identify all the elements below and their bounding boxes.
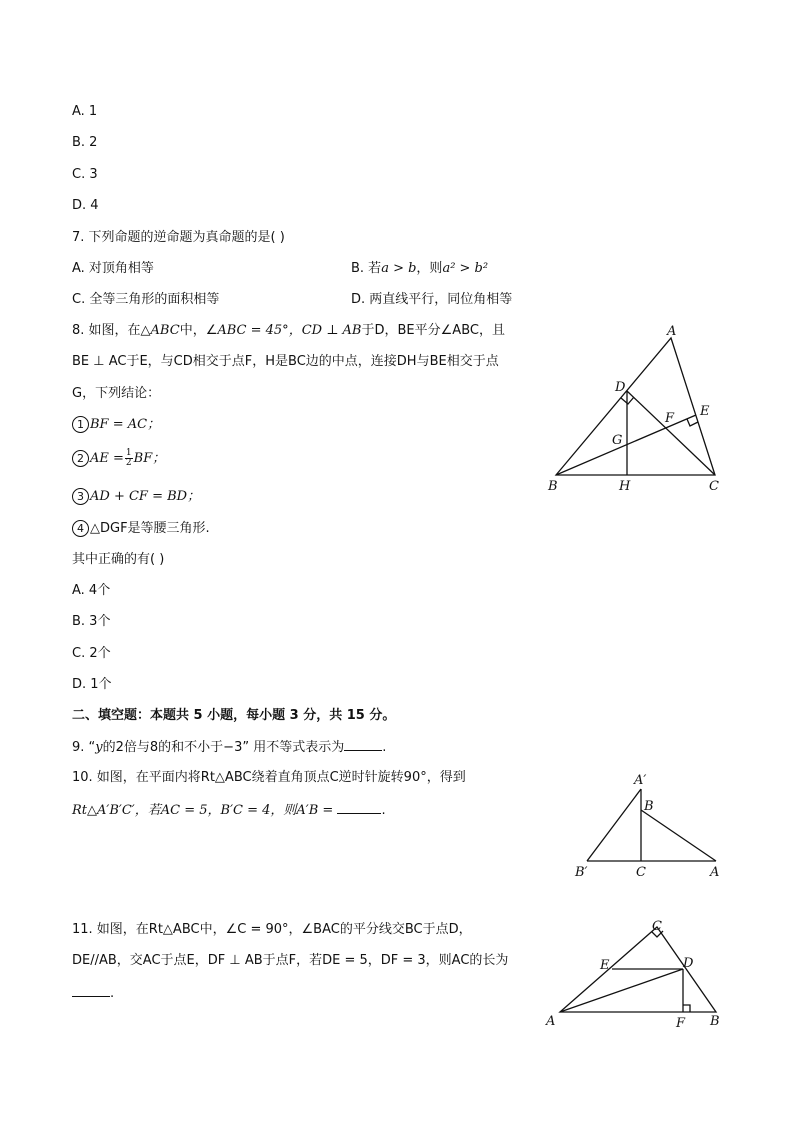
q8-label-f: F xyxy=(665,411,675,426)
q8-conclusion-4 xyxy=(72,520,210,538)
q11-label-c: C xyxy=(652,919,662,934)
q8-option-b: B. 3个 xyxy=(72,614,111,629)
q8-c1-text: BF = AC； xyxy=(90,417,161,432)
circle-num-1: 1 xyxy=(72,416,89,433)
q7-option-d: D. 两直线平行，同位角相等 xyxy=(351,292,513,307)
q10-label-b: B xyxy=(644,799,654,814)
q6-option-b: B. 2 xyxy=(72,135,98,150)
q8-option-d: D. 1个 xyxy=(72,677,112,692)
q8-ask: 其中正确的有( ) xyxy=(72,552,165,567)
q9-stem xyxy=(72,738,386,757)
q11-right-angle-f xyxy=(683,1005,690,1012)
q8-label-c: C xyxy=(709,479,719,494)
q11-stem-line3 xyxy=(72,984,114,1003)
q10-label-a: A xyxy=(710,865,720,880)
q11-line-ad xyxy=(560,969,683,1012)
q11-answer-blank[interactable] xyxy=(72,984,110,997)
fraction-numerator: 1 xyxy=(125,448,132,458)
fraction-half xyxy=(125,449,133,468)
q8-l1-pre: 8. 如图，在△ xyxy=(72,323,151,338)
q11-end: . xyxy=(110,986,115,1001)
q8-option-a: A. 4个 xyxy=(72,583,111,598)
q6-option-c: C. 3 xyxy=(72,167,98,182)
fraction-denominator: 2 xyxy=(125,458,132,468)
q10-label-b1: B′ xyxy=(575,865,588,880)
q10-l2-text: Rt△A′B′C′，若AC = 5，B′C = 4，则A′B = xyxy=(72,803,338,818)
q10-stem-line1: 10. 如图，在平面内将Rt△ABC绕着直角顶点C逆时针旋转90°，得到 xyxy=(72,770,466,785)
circle-num-2: 2 xyxy=(72,450,89,467)
q8-conclusion-2 xyxy=(72,449,165,468)
q10-label-c: C xyxy=(636,865,646,880)
q9-answer-blank[interactable] xyxy=(344,738,382,751)
section-2-heading: 二、填空题：本题共 5 小题，每小题 3 分，共 15 分。 xyxy=(72,708,396,723)
q8-label-h: H xyxy=(619,479,631,494)
q8-c3-text: AD + CF = BD； xyxy=(90,489,201,504)
q11-label-e: E xyxy=(600,958,610,973)
q8-l1-rest: 于D，BE平分∠ABC，且 xyxy=(361,323,505,338)
q8-conclusion-3 xyxy=(72,488,200,506)
q9-rest: 的2倍与8的和不小于−3” 用不等式表示为 xyxy=(102,740,345,755)
q11-stem-line2: DE//AB，交AC于点E，DF ⊥ AB于点F，若DE = 5，DF = 3，则AC的长为 xyxy=(72,953,509,968)
q7-option-b-label: B. 若 xyxy=(351,261,382,276)
q8-label-d: D xyxy=(615,380,626,395)
q8-right-angle-e xyxy=(687,419,698,426)
q8-line-be xyxy=(556,415,696,475)
q9-pre: 9. “ xyxy=(72,740,96,755)
q9-y: y xyxy=(95,740,103,755)
q10-label-a1: A′ xyxy=(634,773,647,788)
q8-stem-line3: G，下列结论： xyxy=(72,386,161,401)
circle-num-3: 3 xyxy=(72,488,89,505)
q8-l1-mid: 中，∠ xyxy=(179,323,218,338)
q8-stem-line2: BE ⊥ AC于E，与CD相交于点F，H是BC边的中点，连接DH与BE相交于点 xyxy=(72,354,499,369)
q7-option-c: C. 全等三角形的面积相等 xyxy=(72,292,220,307)
q10-line-b-a xyxy=(641,810,716,861)
q8-label-b: B xyxy=(548,479,558,494)
q11-label-f: F xyxy=(676,1016,686,1031)
q8-stem-line1 xyxy=(72,322,505,340)
q10-answer-blank[interactable] xyxy=(337,801,381,814)
q10-stem-line2 xyxy=(72,801,386,820)
q11-label-b: B xyxy=(710,1014,720,1029)
circle-num-4: 4 xyxy=(72,520,89,537)
q8-figure xyxy=(540,318,730,498)
q6-option-d: D. 4 xyxy=(72,198,99,213)
q10-line-b1-a1 xyxy=(587,789,641,861)
q7-stem: 7. 下列命题的逆命题为真命题的是( ) xyxy=(72,230,285,245)
q9-end: . xyxy=(382,740,387,755)
q8-option-c: C. 2个 xyxy=(72,646,111,661)
q8-label-g: G xyxy=(612,433,623,448)
q7-option-b xyxy=(351,260,488,278)
q11-label-d: D xyxy=(683,956,694,971)
q7-option-b-mid: ，则 xyxy=(416,261,443,276)
q8-label-e: E xyxy=(700,404,710,419)
q8-l1-cd: ，CD ⊥ AB xyxy=(288,323,362,338)
q7-option-b-math2: a² > b² xyxy=(442,261,489,276)
q11-label-a: A xyxy=(546,1014,556,1029)
q8-label-a: A xyxy=(667,324,677,339)
q8-l1-abc: ABC xyxy=(150,323,180,338)
q8-c2-post: BF； xyxy=(133,451,166,466)
q11-figure xyxy=(540,917,730,1035)
q7-option-b-math1: a > b xyxy=(381,261,417,276)
q8-conclusion-1 xyxy=(72,416,160,434)
q8-l1-angle: ABC = 45° xyxy=(217,323,289,338)
q7-option-a: A. 对顶角相等 xyxy=(72,261,154,276)
q8-c2-pre: AE = xyxy=(90,451,124,466)
q8-c4-text: △DGF是等腰三角形. xyxy=(90,521,210,536)
q6-option-a: A. 1 xyxy=(72,104,98,119)
q11-stem-line1: 11. 如图，在Rt△ABC中，∠C = 90°，∠BAC的平分线交BC于点D， xyxy=(72,922,472,937)
q10-figure xyxy=(570,768,730,883)
q10-end: . xyxy=(381,803,386,818)
q8-triangle-abc xyxy=(556,338,715,475)
